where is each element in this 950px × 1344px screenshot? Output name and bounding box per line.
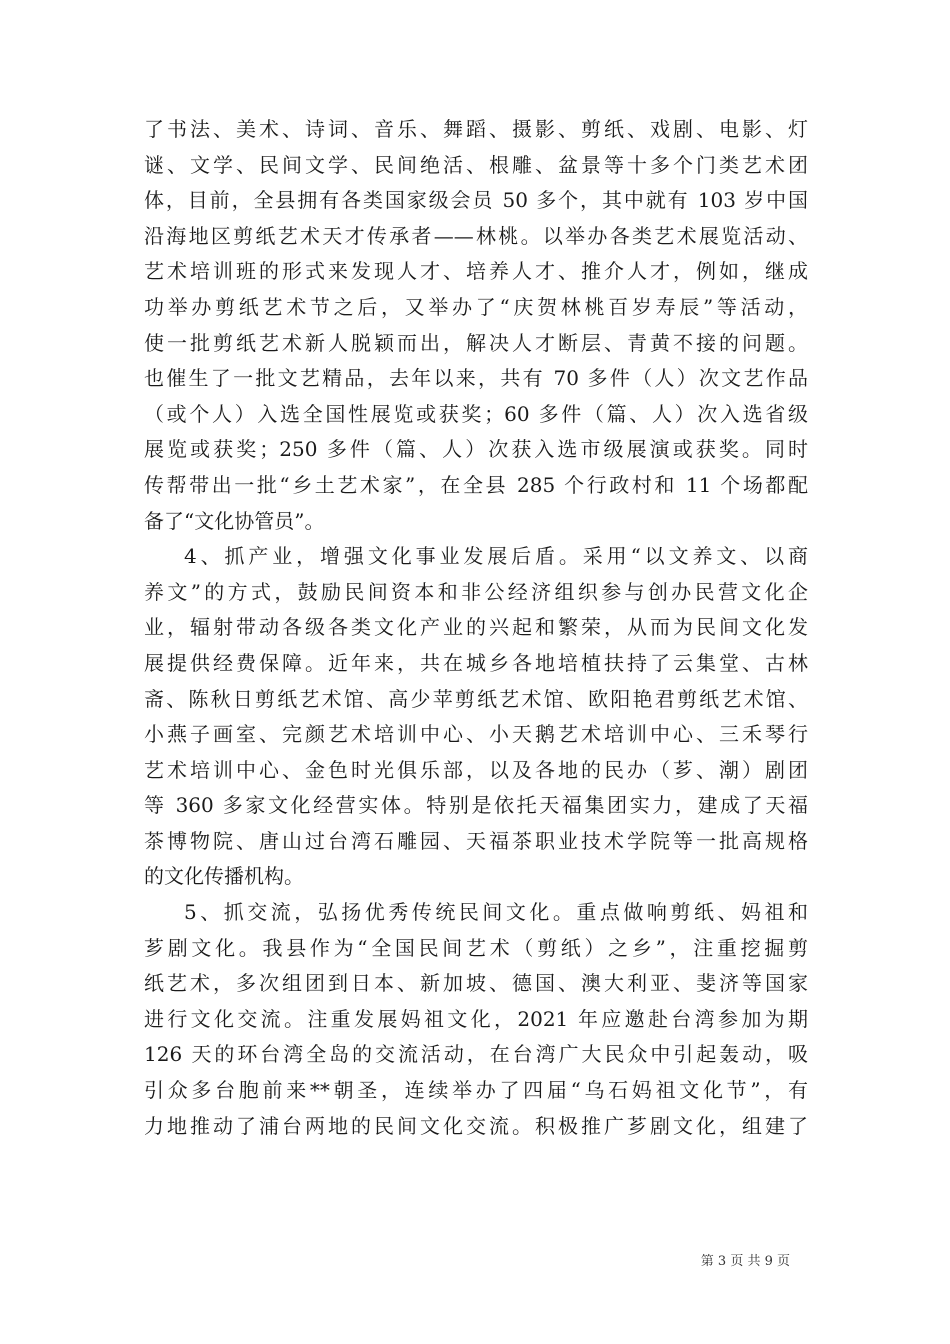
text-line: 谜、文学、民间文学、民间绝活、根雕、盆景等十多个门类艺术团 xyxy=(144,152,808,177)
paragraph-5-heading-line: 5、抓交流，弘扬优秀传统民间文化。重点做响剪纸、妈祖和 xyxy=(184,900,808,925)
text-line: 也催生了一批文艺精品，去年以来，共有 70 多件（人）次文艺作品 xyxy=(144,366,808,391)
text-line: 沿海地区剪纸艺术天才传承者——林桃。以举办各类艺术展览活动、 xyxy=(144,223,808,248)
text-line: 艺术培训中心、金色时光俱乐部，以及各地的民办（芗、潮）剧团 xyxy=(144,757,808,782)
text-line: 小燕子画室、完颜艺术培训中心、小天鹅艺术培训中心、三禾琴行 xyxy=(144,722,808,747)
text-line: 126 天的环台湾全岛的交流活动，在台湾广大民众中引起轰动，吸 xyxy=(144,1042,808,1067)
text-line: 茶博物院、唐山过台湾石雕园、天福茶职业技术学院等一批高规格 xyxy=(144,828,808,853)
paragraph-4-heading-line: 4、抓产业，增强文化事业发展后盾。采用“以文养文、以商 xyxy=(184,544,808,569)
text-line: 养文”的方式，鼓励民间资本和非公经济组织参与创办民营文化企 xyxy=(144,579,808,604)
text-line: 引众多台胞前来**朝圣，连续举办了四届“乌石妈祖文化节”，有 xyxy=(144,1078,808,1103)
text-line: 备了“文化协管员”。 xyxy=(144,508,325,533)
text-line: 芗剧文化。我县作为“全国民间艺术（剪纸）之乡”，注重挖掘剪 xyxy=(144,935,808,960)
text-line: 进行文化交流。注重发展妈祖文化，2021 年应邀赴台湾参加为期 xyxy=(144,1006,808,1031)
text-line: 力地推动了浦台两地的民间文化交流。积极推广芗剧文化，组建了 xyxy=(144,1113,808,1138)
text-line: 使一批剪纸艺术新人脱颖而出，解决人才断层、青黄不接的问题。 xyxy=(144,330,808,355)
text-line: 功举办剪纸艺术节之后，又举办了“庆贺林桃百岁寿辰”等活动， xyxy=(144,294,808,319)
text-line: 体，目前，全县拥有各类国家级会员 50 多个，其中就有 103 岁中国 xyxy=(144,188,808,213)
text-line: 展提供经费保障。近年来，共在城乡各地培植扶持了云集堂、古林 xyxy=(144,650,808,675)
text-line: 斋、陈秋日剪纸艺术馆、高少苹剪纸艺术馆、欧阳艳君剪纸艺术馆、 xyxy=(144,686,808,711)
body-text xyxy=(144,112,808,1144)
text-line: （或个人）入选全国性展览或获奖；60 多件（篇、人）次入选省级 xyxy=(144,401,808,426)
text-line: 了书法、美术、诗词、音乐、舞蹈、摄影、剪纸、戏剧、电影、灯 xyxy=(144,117,808,141)
text-line: 业，辐射带动各级各类文化产业的兴起和繁荣，从而为民间文化发 xyxy=(144,615,808,640)
text-line: 传帮带出一批“乡土艺术家”，在全县 285 个行政村和 11 个场都配 xyxy=(144,472,808,497)
text-line: 的文化传播机构。 xyxy=(144,864,304,889)
page-number-footer: 第 3 页 共 9 页 xyxy=(700,1254,790,1269)
text-line: 艺术培训班的形式来发现人才、培养人才、推介人才，例如，继成 xyxy=(144,259,808,284)
text-line: 纸艺术，多次组团到日本、新加坡、德国、澳大利亚、斐济等国家 xyxy=(144,971,808,996)
text-line: 展览或获奖；250 多件（篇、人）次获入选市级展演或获奖。同时 xyxy=(144,437,808,462)
text-line: 等 360 多家文化经营实体。特别是依托天福集团实力，建成了天福 xyxy=(144,793,808,818)
